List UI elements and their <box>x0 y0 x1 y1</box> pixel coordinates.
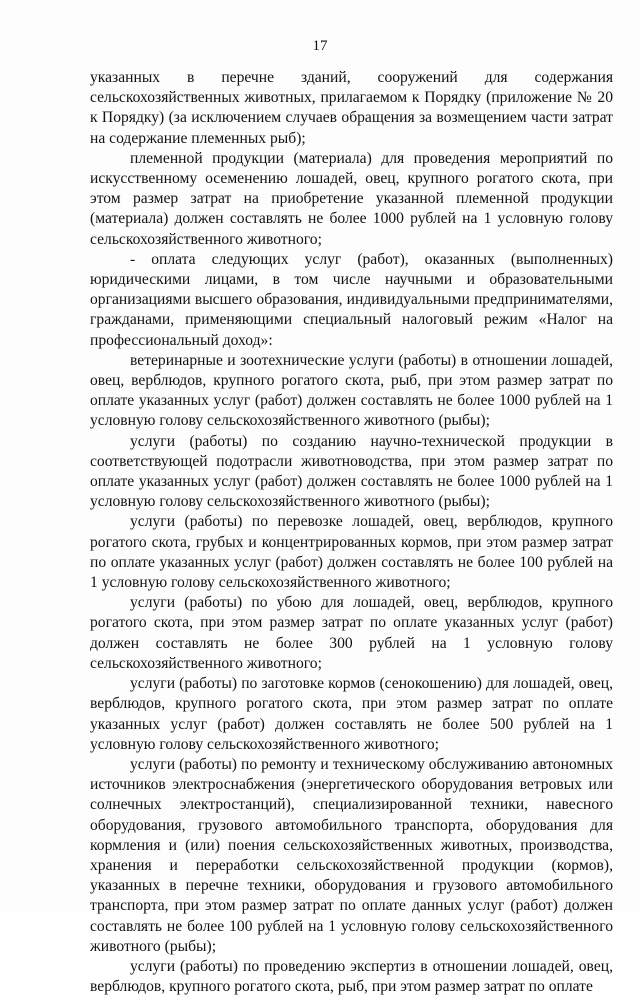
paragraph-expertise: услуги (работы) по проведению экспертиз в отношении лошадей, овец, верблюдов, крупного рогатого скота, рыб, при этом размер затрат по оплате <box>90 957 613 996</box>
paragraph-repair-maintenance: услуги (работы) по ремонту и техническому обслуживанию автономных источников электроснабжения (энергетического оборудования ветровых или солнечных электростанций), специализированной техники, навесного оборудования, грузового автомобильного транспорта, оборудования для кормления и (или) поения сельскохозяйственных животных, производства, хранения и переработки сельскохозяйственной продукции (кормов), указанных в перечне техники, оборудования и грузового автомобильного транспорта, при этом размер затрат по оплате данных услуг (работ) должен составлять не более 100 рублей на 1 условную голову сельскохозяйственного животного (рыбы); <box>90 755 613 955</box>
document-body <box>90 68 613 997</box>
page-number: 17 <box>312 38 328 54</box>
paragraph-services-payment: - оплата следующих услуг (работ), оказанных (выполненных) юридическими лицами, в том числе научными и образовательными организациями высшего образования, индивидуальными предпринимателями, гражданами, применяющими специальный налоговый режим «Налог на профессиональный доход»: <box>90 250 613 349</box>
paragraph-feed-harvesting: услуги (работы) по заготовке кормов (сенокошению) для лошадей, овец, верблюдов, крупного рогатого скота, при этом размер затрат по оплате указанных услуг (работ) должен составлять не более 500 рублей на 1 условную голову сельскохозяйственного животного; <box>90 675 613 753</box>
paragraph-continuation: указанных в перечне зданий, сооружений для содержания сельскохозяйственных животных, прилагаемом к Порядку (приложение № 20 к Порядку) (за исключением случаев обращения за возмещением части затрат на содержание племенных рыб); <box>90 69 613 147</box>
paragraph-transportation: услуги (работы) по перевозке лошадей, овец, верблюдов, крупного рогатого скота, грубых и концентрированных кормов, при этом размер затрат по оплате указанных услуг (работ) должен составлять не более 100 рублей на 1 условную голову сельскохозяйственного животного; <box>90 513 613 592</box>
paragraph-slaughter: услуги (работы) по убою для лошадей, овец, верблюдов, крупного рогатого скота, при этом размер затрат по оплате указанных услуг (работ) должен составлять не более 300 рублей на 1 условную голову сельскохозяйственного животного; <box>90 594 613 672</box>
paragraph-veterinary-services: ветеринарные и зоотехнические услуги (работы) в отношении лошадей, овец, верблюдов, крупного рогатого скота, рыб, при этом размер затрат по оплате указанных услуг (работ) должен составлять не более 1000 рублей на 1 условную голову сельскохозяйственного животного (рыбы); <box>90 351 613 430</box>
paragraph-scientific-products: услуги (работы) по созданию научно-технической продукции в соответствующей подотрасли животноводства, при этом размер затрат по оплате указанных услуг (работ) должен составлять не более 1000 рублей на 1 условную голову сельскохозяйственного животного (рыбы); <box>90 432 613 511</box>
paragraph-breeding-material: племенной продукции (материала) для проведения мероприятий по искусственному осеменению лошадей, овец, крупного рогатого скота, при этом размер затрат на приобретение указанной племенной продукции (материала) должен составлять не более 1000 рублей на 1 условную голову сельскохозяйственного животного; <box>90 149 613 248</box>
